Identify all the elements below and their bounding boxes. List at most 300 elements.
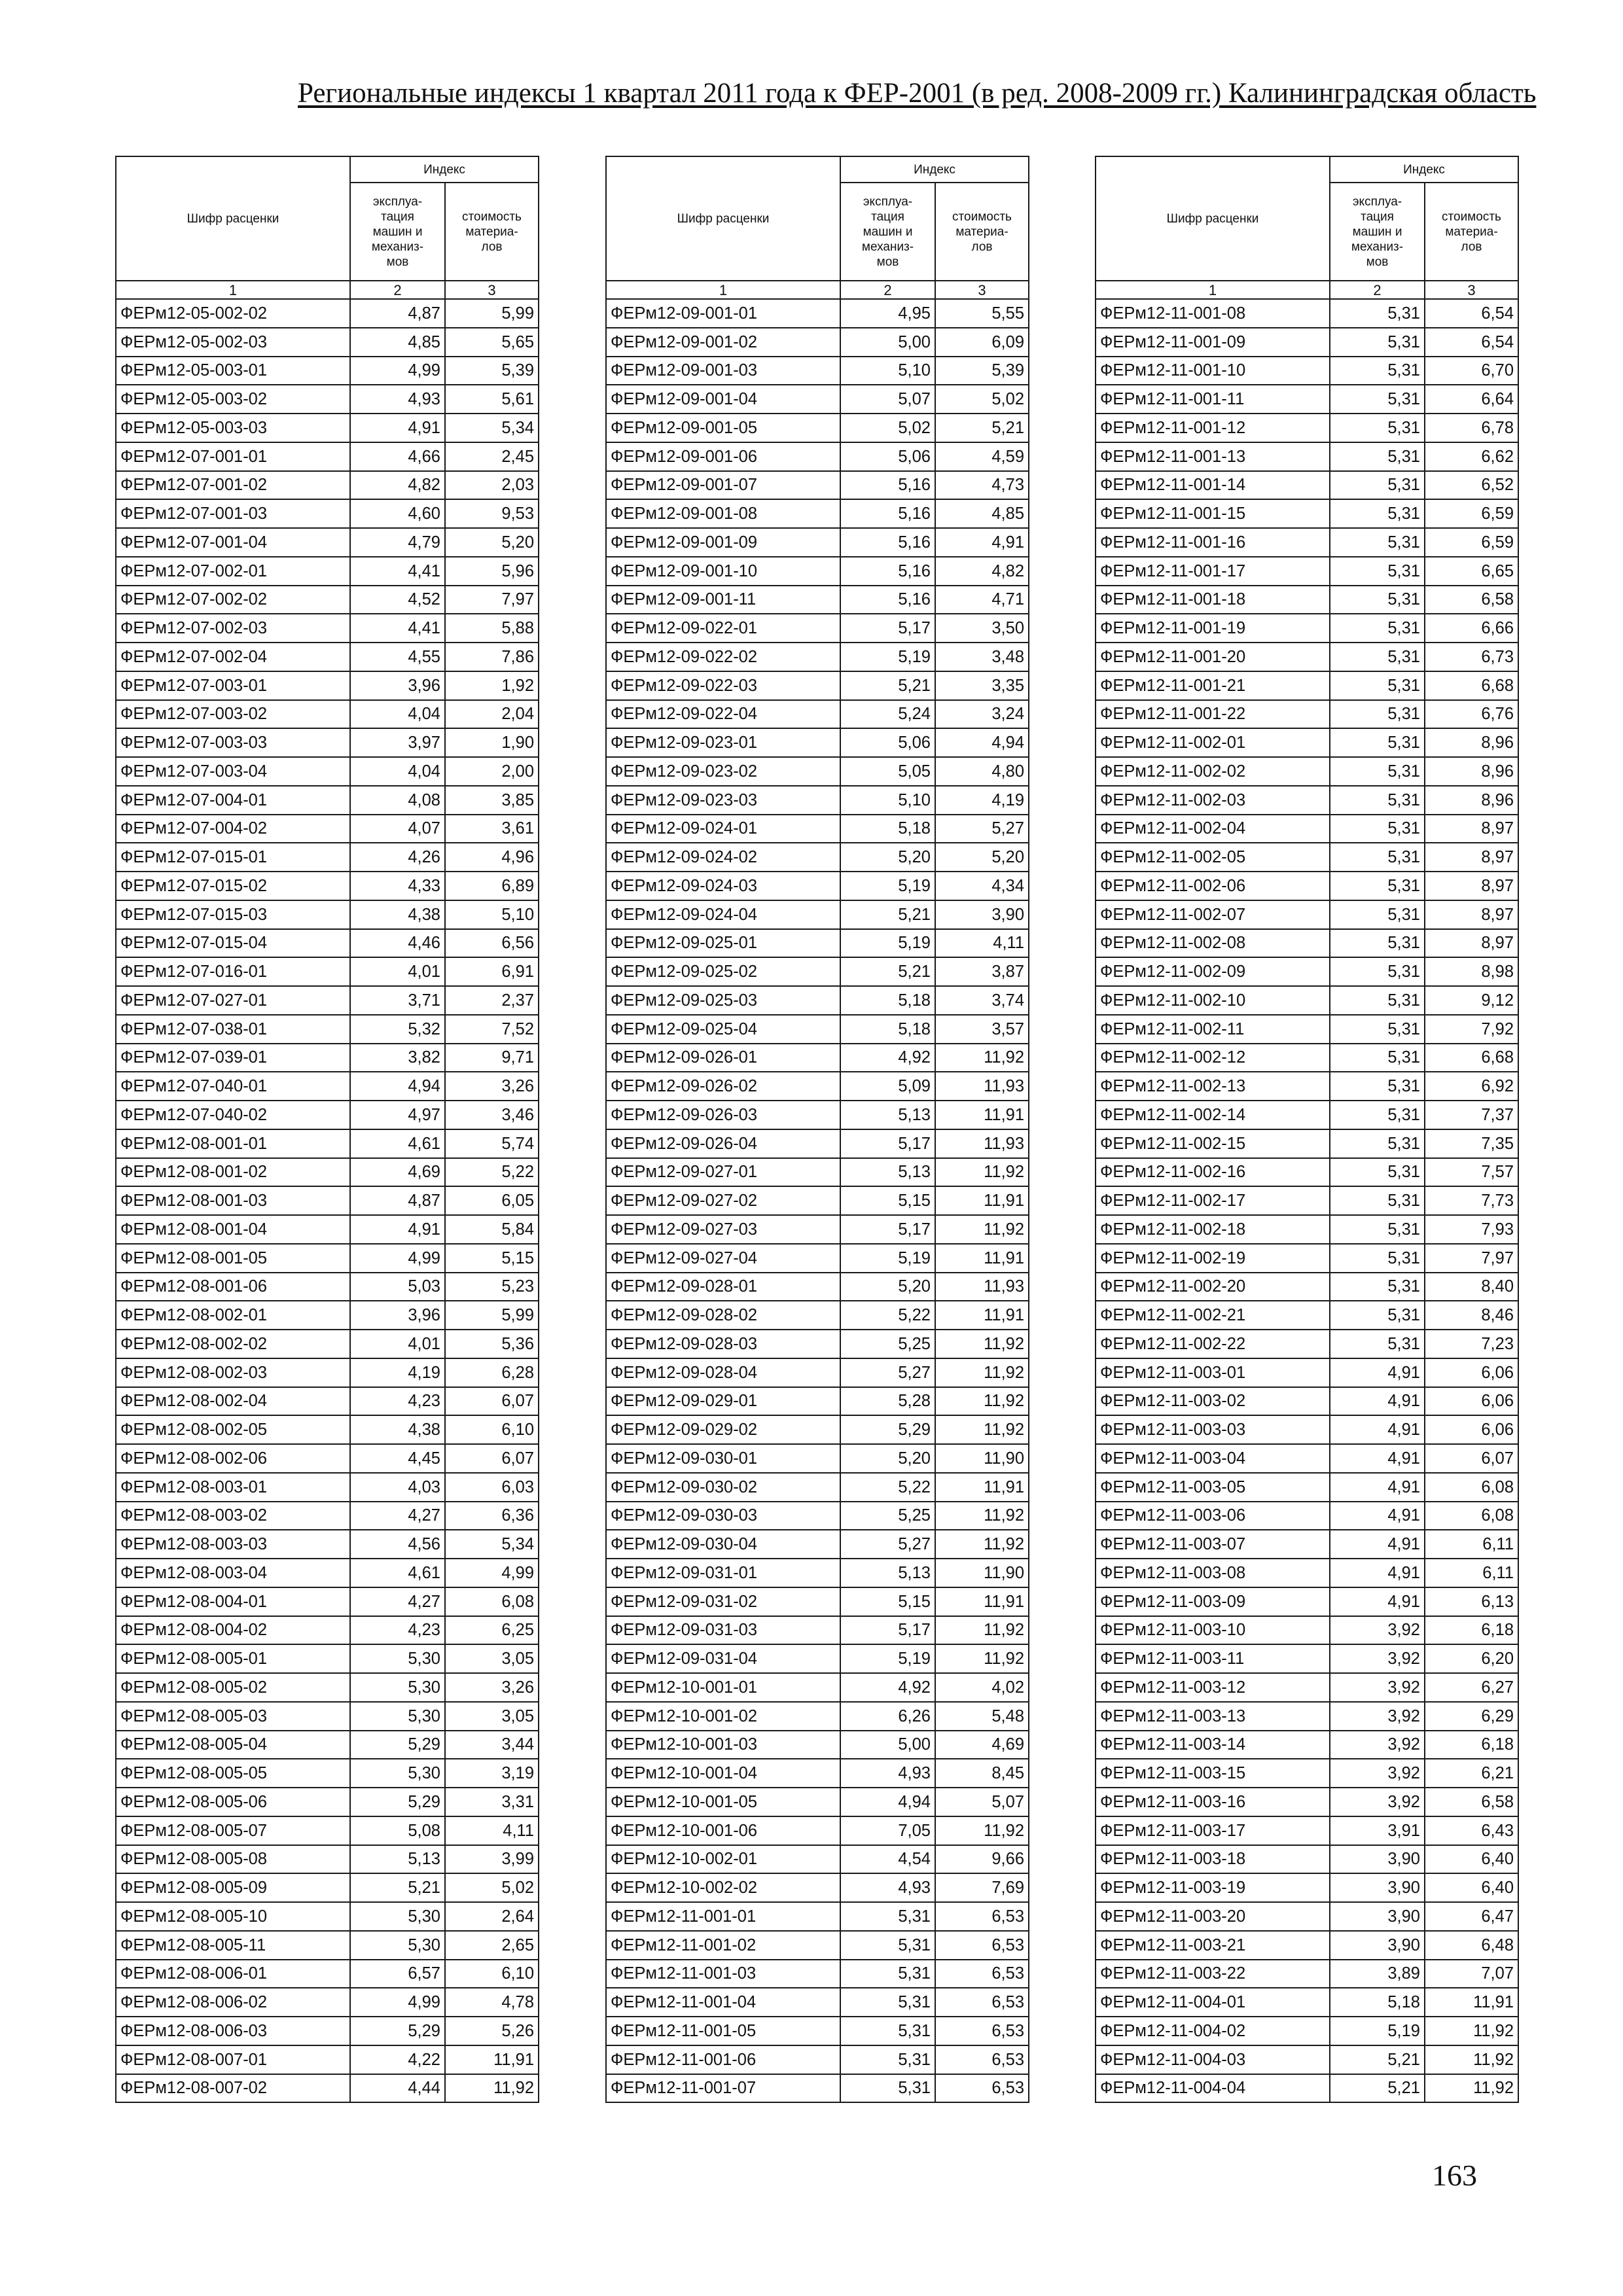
rate-code-cell: ФЕРм12-09-001-07 <box>606 471 840 500</box>
table-row <box>116 843 539 872</box>
table-row <box>116 357 539 385</box>
table-row <box>606 471 1029 500</box>
materials-index-cell: 11,92 <box>1425 2045 1518 2074</box>
materials-index-cell: 3,48 <box>935 643 1029 671</box>
materials-index-cell: 2,45 <box>445 442 539 471</box>
table-row <box>1096 643 1518 671</box>
rate-code-cell: ФЕРм12-07-040-02 <box>116 1101 350 1129</box>
materials-index-cell: 7,92 <box>1425 1015 1518 1044</box>
table-row <box>1096 1616 1518 1645</box>
rate-code-cell: ФЕРм12-09-031-04 <box>606 1644 840 1673</box>
machines-index-cell: 5,30 <box>350 1702 445 1731</box>
table-row <box>1096 1215 1518 1244</box>
materials-index-cell: 5,88 <box>445 614 539 643</box>
rate-code-cell: ФЕРм12-11-003-20 <box>1096 1902 1330 1931</box>
machines-index-cell: 4,91 <box>1330 1502 1425 1530</box>
table-row <box>116 1845 539 1874</box>
table-row <box>606 957 1029 986</box>
materials-index-cell: 2,65 <box>445 1931 539 1960</box>
rate-code-cell: ФЕРм12-11-001-17 <box>1096 557 1330 586</box>
header-code: Шифр расценки <box>1096 156 1330 281</box>
table-row <box>1096 357 1518 385</box>
rate-code-cell: ФЕРм12-05-002-03 <box>116 328 350 357</box>
materials-index-cell: 6,07 <box>445 1444 539 1473</box>
table-row <box>116 414 539 442</box>
rate-code-cell: ФЕРм12-11-002-16 <box>1096 1158 1330 1187</box>
table-row <box>116 1444 539 1473</box>
rate-code-cell: ФЕРм12-11-003-18 <box>1096 1845 1330 1874</box>
table-row <box>1096 1186 1518 1215</box>
table-row <box>116 528 539 557</box>
machines-index-cell: 5,16 <box>840 471 935 500</box>
column-number-3: 3 <box>1425 281 1518 299</box>
machines-index-cell: 3,92 <box>1330 1731 1425 1759</box>
table-row <box>116 786 539 815</box>
machines-index-cell: 4,93 <box>840 1759 935 1788</box>
materials-index-cell: 3,87 <box>935 957 1029 986</box>
machines-index-cell: 5,31 <box>1330 728 1425 757</box>
machines-index-cell: 4,69 <box>350 1158 445 1187</box>
rate-code-cell: ФЕРм12-08-001-01 <box>116 1129 350 1158</box>
materials-index-cell: 11,90 <box>935 1559 1029 1587</box>
machines-index-cell: 5,30 <box>350 1644 445 1673</box>
rate-code-cell: ФЕРм12-11-004-03 <box>1096 2045 1330 2074</box>
table-row <box>116 1702 539 1731</box>
materials-index-cell: 3,74 <box>935 986 1029 1015</box>
materials-index-cell: 3,57 <box>935 1015 1029 1044</box>
materials-index-cell: 6,58 <box>1425 586 1518 614</box>
table-row <box>606 1358 1029 1387</box>
machines-index-cell: 5,17 <box>840 1215 935 1244</box>
table-row <box>606 643 1029 671</box>
machines-index-cell: 5,21 <box>840 900 935 929</box>
machines-index-cell: 5,31 <box>840 1988 935 2017</box>
machines-index-cell: 4,82 <box>350 471 445 500</box>
machines-index-cell: 4,41 <box>350 614 445 643</box>
table-row <box>606 1244 1029 1273</box>
rate-code-cell: ФЕРм12-08-007-02 <box>116 2074 350 2103</box>
index-table-middle <box>605 156 1029 2103</box>
machines-index-cell: 4,01 <box>350 957 445 986</box>
materials-index-cell: 6,06 <box>1425 1358 1518 1387</box>
machines-index-cell: 5,31 <box>1330 900 1425 929</box>
table-header <box>116 156 539 299</box>
materials-index-cell: 5,20 <box>445 528 539 557</box>
table-row <box>606 557 1029 586</box>
machines-index-cell: 4,97 <box>350 1101 445 1129</box>
rate-code-cell: ФЕРм12-09-027-01 <box>606 1158 840 1187</box>
machines-index-cell: 5,31 <box>1330 872 1425 900</box>
machines-index-cell: 5,21 <box>1330 2074 1425 2103</box>
table-row <box>1096 900 1518 929</box>
table-row <box>1096 929 1518 958</box>
materials-index-cell: 7,52 <box>445 1015 539 1044</box>
machines-index-cell: 5,31 <box>1330 786 1425 815</box>
table-row <box>606 2045 1029 2074</box>
materials-index-cell: 8,97 <box>1425 929 1518 958</box>
rate-code-cell: ФЕРм12-08-005-01 <box>116 1644 350 1673</box>
materials-index-cell: 4,69 <box>935 1731 1029 1759</box>
materials-index-cell: 11,92 <box>1425 2017 1518 2045</box>
table-row <box>606 815 1029 843</box>
materials-index-cell: 11,92 <box>935 1044 1029 1072</box>
machines-index-cell: 4,66 <box>350 442 445 471</box>
materials-index-cell: 11,92 <box>935 1530 1029 1559</box>
materials-index-cell: 6,07 <box>1425 1444 1518 1473</box>
table-row <box>606 1644 1029 1673</box>
table-row <box>116 1158 539 1187</box>
machines-index-cell: 4,91 <box>350 414 445 442</box>
materials-index-cell: 6,54 <box>1425 328 1518 357</box>
materials-index-cell: 9,53 <box>445 499 539 528</box>
machines-index-cell: 5,31 <box>1330 328 1425 357</box>
rate-code-cell: ФЕРм12-11-001-01 <box>606 1902 840 1931</box>
table-header <box>1096 156 1518 299</box>
table-row <box>1096 843 1518 872</box>
machines-index-cell: 3,91 <box>1330 1816 1425 1845</box>
rate-code-cell: ФЕРм12-11-003-04 <box>1096 1444 1330 1473</box>
rate-code-cell: ФЕРм12-08-005-07 <box>116 1816 350 1845</box>
machines-index-cell: 5,15 <box>840 1587 935 1616</box>
rate-code-cell: ФЕРм12-07-015-02 <box>116 872 350 900</box>
machines-index-cell: 4,95 <box>840 299 935 328</box>
materials-index-cell: 3,46 <box>445 1101 539 1129</box>
table-row <box>116 1186 539 1215</box>
rate-code-cell: ФЕРм12-09-026-02 <box>606 1072 840 1101</box>
rate-code-cell: ФЕРм12-11-003-08 <box>1096 1559 1330 1587</box>
materials-index-cell: 6,52 <box>1425 471 1518 500</box>
materials-index-cell: 3,90 <box>935 900 1029 929</box>
rate-code-cell: ФЕРм12-11-003-09 <box>1096 1587 1330 1616</box>
machines-index-cell: 5,13 <box>840 1559 935 1587</box>
rate-code-cell: ФЕРм12-08-001-06 <box>116 1273 350 1301</box>
machines-index-cell: 4,91 <box>1330 1559 1425 1587</box>
table-row <box>1096 1873 1518 1902</box>
rate-code-cell: ФЕРм12-08-004-01 <box>116 1587 350 1616</box>
rate-code-cell: ФЕРм12-11-003-19 <box>1096 1873 1330 1902</box>
machines-index-cell: 7,05 <box>840 1816 935 1845</box>
machines-index-cell: 3,90 <box>1330 1931 1425 1960</box>
rate-code-cell: ФЕРм12-09-030-03 <box>606 1502 840 1530</box>
rate-code-cell: ФЕРм12-08-004-02 <box>116 1616 350 1645</box>
machines-index-cell: 5,31 <box>1330 442 1425 471</box>
materials-index-cell: 6,29 <box>1425 1702 1518 1731</box>
materials-index-cell: 6,73 <box>1425 643 1518 671</box>
table-row <box>116 1301 539 1330</box>
machines-index-cell: 5,31 <box>840 1931 935 1960</box>
materials-index-cell: 6,09 <box>935 328 1029 357</box>
table-row <box>116 900 539 929</box>
table-row <box>116 1960 539 1988</box>
materials-index-cell: 3,99 <box>445 1845 539 1874</box>
rate-code-cell: ФЕРм12-11-003-05 <box>1096 1473 1330 1502</box>
table-row <box>606 1616 1029 1645</box>
materials-index-cell: 6,06 <box>1425 1387 1518 1416</box>
table-row <box>116 728 539 757</box>
machines-index-cell: 4,91 <box>1330 1473 1425 1502</box>
materials-index-cell: 4,19 <box>935 786 1029 815</box>
page-number: 163 <box>1432 2159 1477 2192</box>
table-row <box>606 1731 1029 1759</box>
column-number-1: 1 <box>1096 281 1330 299</box>
rate-code-cell: ФЕРм12-09-031-01 <box>606 1559 840 1587</box>
materials-index-cell: 4,73 <box>935 471 1029 500</box>
table-row <box>1096 414 1518 442</box>
materials-index-cell: 6,70 <box>1425 357 1518 385</box>
machines-index-cell: 4,85 <box>350 328 445 357</box>
rate-code-cell: ФЕРм12-07-001-01 <box>116 442 350 471</box>
machines-index-cell: 5,31 <box>1330 1158 1425 1187</box>
rate-code-cell: ФЕРм12-10-001-04 <box>606 1759 840 1788</box>
rate-code-cell: ФЕРм12-11-001-09 <box>1096 328 1330 357</box>
table-row <box>606 1931 1029 1960</box>
machines-index-cell: 4,91 <box>1330 1444 1425 1473</box>
materials-index-cell: 4,59 <box>935 442 1029 471</box>
materials-index-cell: 7,93 <box>1425 1215 1518 1244</box>
table-row <box>116 2045 539 2074</box>
rate-code-cell: ФЕРм12-09-023-01 <box>606 728 840 757</box>
machines-index-cell: 4,87 <box>350 299 445 328</box>
materials-index-cell: 6,54 <box>1425 299 1518 328</box>
materials-index-cell: 8,46 <box>1425 1301 1518 1330</box>
machines-index-cell: 4,99 <box>350 1244 445 1273</box>
table-row <box>606 586 1029 614</box>
materials-index-cell: 6,53 <box>935 1931 1029 1960</box>
table-row <box>1096 1273 1518 1301</box>
machines-index-cell: 5,20 <box>840 843 935 872</box>
machines-index-cell: 4,38 <box>350 1415 445 1444</box>
table-row <box>606 700 1029 729</box>
rate-code-cell: ФЕРм12-09-028-01 <box>606 1273 840 1301</box>
materials-index-cell: 8,96 <box>1425 757 1518 786</box>
table-row <box>1096 1587 1518 1616</box>
table-row <box>116 1587 539 1616</box>
rate-code-cell: ФЕРм12-08-001-04 <box>116 1215 350 1244</box>
machines-index-cell: 5,07 <box>840 385 935 414</box>
materials-index-cell: 6,11 <box>1425 1559 1518 1587</box>
materials-index-cell: 6,18 <box>1425 1616 1518 1645</box>
machines-index-cell: 5,30 <box>350 1902 445 1931</box>
table-row <box>606 1530 1029 1559</box>
table-row <box>1096 1788 1518 1816</box>
table-row <box>116 385 539 414</box>
header-materials: стоимость материа- лов <box>935 183 1029 281</box>
materials-index-cell: 6,21 <box>1425 1759 1518 1788</box>
rate-code-cell: ФЕРм12-09-028-02 <box>606 1301 840 1330</box>
machines-index-cell: 5,31 <box>1330 986 1425 1015</box>
machines-index-cell: 5,31 <box>1330 643 1425 671</box>
rate-code-cell: ФЕРм12-10-001-03 <box>606 1731 840 1759</box>
table-row <box>1096 1502 1518 1530</box>
materials-index-cell: 8,96 <box>1425 786 1518 815</box>
machines-index-cell: 5,30 <box>350 1759 445 1788</box>
materials-index-cell: 6,13 <box>1425 1587 1518 1616</box>
table-row <box>606 1816 1029 1845</box>
rate-code-cell: ФЕРм12-08-005-03 <box>116 1702 350 1731</box>
materials-index-cell: 4,91 <box>935 528 1029 557</box>
rate-code-cell: ФЕРм12-07-038-01 <box>116 1015 350 1044</box>
rate-code-cell: ФЕРм12-11-001-04 <box>606 1988 840 2017</box>
table-row <box>116 1644 539 1673</box>
table-row <box>1096 557 1518 586</box>
table-row <box>606 299 1029 328</box>
rate-code-cell: ФЕРм12-09-001-08 <box>606 499 840 528</box>
table-row <box>116 929 539 958</box>
materials-index-cell: 5,61 <box>445 385 539 414</box>
table-row <box>116 671 539 700</box>
materials-index-cell: 3,26 <box>445 1072 539 1101</box>
rate-code-cell: ФЕРм12-11-002-02 <box>1096 757 1330 786</box>
machines-index-cell: 5,31 <box>1330 929 1425 958</box>
machines-index-cell: 5,30 <box>350 1673 445 1702</box>
table-row <box>1096 1931 1518 1960</box>
machines-index-cell: 4,91 <box>350 1215 445 1244</box>
machines-index-cell: 3,92 <box>1330 1788 1425 1816</box>
materials-index-cell: 6,43 <box>1425 1816 1518 1845</box>
materials-index-cell: 11,91 <box>935 1301 1029 1330</box>
rate-code-cell: ФЕРм12-08-005-11 <box>116 1931 350 1960</box>
machines-index-cell: 4,94 <box>350 1072 445 1101</box>
rate-code-cell: ФЕРм12-09-031-03 <box>606 1616 840 1645</box>
rate-code-cell: ФЕРм12-09-027-04 <box>606 1244 840 1273</box>
rate-code-cell: ФЕРм12-09-030-02 <box>606 1473 840 1502</box>
rate-code-cell: ФЕРм12-11-001-12 <box>1096 414 1330 442</box>
machines-index-cell: 3,92 <box>1330 1702 1425 1731</box>
materials-index-cell: 5,27 <box>935 815 1029 843</box>
table-row <box>1096 957 1518 986</box>
machines-index-cell: 5,31 <box>840 2017 935 2045</box>
table-row <box>1096 586 1518 614</box>
rate-code-cell: ФЕРм12-09-023-03 <box>606 786 840 815</box>
machines-index-cell: 5,29 <box>350 1731 445 1759</box>
materials-index-cell: 5,22 <box>445 1158 539 1187</box>
rate-code-cell: ФЕРм12-09-024-02 <box>606 843 840 872</box>
table-row <box>606 442 1029 471</box>
materials-index-cell: 4,71 <box>935 586 1029 614</box>
table-row <box>116 2074 539 2103</box>
rate-code-cell: ФЕРм12-11-003-15 <box>1096 1759 1330 1788</box>
rate-code-cell: ФЕРм12-07-003-02 <box>116 700 350 729</box>
index-table-left <box>115 156 539 2103</box>
materials-index-cell: 6,78 <box>1425 414 1518 442</box>
table-row <box>1096 1559 1518 1587</box>
table-row <box>606 499 1029 528</box>
machines-index-cell: 5,31 <box>840 1902 935 1931</box>
table-row <box>606 1273 1029 1301</box>
rate-code-cell: ФЕРм12-10-001-02 <box>606 1702 840 1731</box>
rate-code-cell: ФЕРм12-10-001-05 <box>606 1788 840 1816</box>
rate-code-cell: ФЕРм12-11-002-21 <box>1096 1301 1330 1330</box>
machines-index-cell: 3,92 <box>1330 1644 1425 1673</box>
materials-index-cell: 3,85 <box>445 786 539 815</box>
rate-code-cell: ФЕРм12-11-002-03 <box>1096 786 1330 815</box>
rate-code-cell: ФЕРм12-08-002-03 <box>116 1358 350 1387</box>
rate-code-cell: ФЕРм12-07-002-01 <box>116 557 350 586</box>
materials-index-cell: 5,96 <box>445 557 539 586</box>
machines-index-cell: 5,31 <box>840 2074 935 2103</box>
rate-code-cell: ФЕРм12-09-030-04 <box>606 1530 840 1559</box>
machines-index-cell: 4,55 <box>350 643 445 671</box>
machines-index-cell: 5,21 <box>1330 2045 1425 2074</box>
table-row <box>606 900 1029 929</box>
header-machines: эксплуа- тация машин и механиз- мов <box>1330 183 1425 281</box>
machines-index-cell: 5,03 <box>350 1273 445 1301</box>
materials-index-cell: 7,57 <box>1425 1158 1518 1187</box>
rate-code-cell: ФЕРм12-11-002-10 <box>1096 986 1330 1015</box>
rate-code-cell: ФЕРм12-11-002-09 <box>1096 957 1330 986</box>
materials-index-cell: 11,91 <box>935 1244 1029 1273</box>
machines-index-cell: 4,38 <box>350 900 445 929</box>
machines-index-cell: 5,15 <box>840 1186 935 1215</box>
machines-index-cell: 5,31 <box>1330 757 1425 786</box>
materials-index-cell: 6,53 <box>935 2017 1029 2045</box>
rate-code-cell: ФЕРм12-09-028-03 <box>606 1330 840 1358</box>
materials-index-cell: 11,91 <box>445 2045 539 2074</box>
table-row <box>606 1788 1029 1816</box>
materials-index-cell: 3,26 <box>445 1673 539 1702</box>
rate-code-cell: ФЕРм12-11-001-10 <box>1096 357 1330 385</box>
machines-index-cell: 3,90 <box>1330 1902 1425 1931</box>
machines-index-cell: 3,92 <box>1330 1759 1425 1788</box>
rate-code-cell: ФЕРм12-10-001-01 <box>606 1673 840 1702</box>
materials-index-cell: 5,84 <box>445 1215 539 1244</box>
table-row <box>116 1873 539 1902</box>
table-row <box>606 385 1029 414</box>
materials-index-cell: 7,97 <box>445 586 539 614</box>
materials-index-cell: 6,59 <box>1425 528 1518 557</box>
page-title: Региональные индексы 1 квартал 2011 года к ФЕР-2001 (в ред. 2008-2009 гг.) Калининградская область <box>298 78 1537 109</box>
machines-index-cell: 5,31 <box>1330 614 1425 643</box>
table-row <box>606 1902 1029 1931</box>
machines-index-cell: 5,00 <box>840 328 935 357</box>
materials-index-cell: 11,93 <box>935 1129 1029 1158</box>
machines-index-cell: 4,19 <box>350 1358 445 1387</box>
rate-code-cell: ФЕРм12-11-002-15 <box>1096 1129 1330 1158</box>
materials-index-cell: 6,58 <box>1425 1788 1518 1816</box>
table-row <box>1096 1244 1518 1273</box>
materials-index-cell: 4,94 <box>935 728 1029 757</box>
machines-index-cell: 5,31 <box>1330 843 1425 872</box>
materials-index-cell: 11,92 <box>935 1215 1029 1244</box>
machines-index-cell: 4,87 <box>350 1186 445 1215</box>
machines-index-cell: 5,31 <box>1330 1072 1425 1101</box>
machines-index-cell: 5,31 <box>1330 700 1425 729</box>
machines-index-cell: 5,29 <box>840 1415 935 1444</box>
materials-index-cell: 5,36 <box>445 1330 539 1358</box>
machines-index-cell: 4,45 <box>350 1444 445 1473</box>
rate-code-cell: ФЕРм12-11-001-14 <box>1096 471 1330 500</box>
machines-index-cell: 4,07 <box>350 815 445 843</box>
machines-index-cell: 5,19 <box>840 1244 935 1273</box>
machines-index-cell: 4,04 <box>350 700 445 729</box>
machines-index-cell: 4,92 <box>840 1673 935 1702</box>
machines-index-cell: 5,20 <box>840 1273 935 1301</box>
rate-code-cell: ФЕРм12-09-001-02 <box>606 328 840 357</box>
materials-index-cell: 6,18 <box>1425 1731 1518 1759</box>
rate-code-cell: ФЕРм12-08-001-02 <box>116 1158 350 1187</box>
table-row <box>116 1931 539 1960</box>
materials-index-cell: 5,48 <box>935 1702 1029 1731</box>
materials-index-cell: 6,25 <box>445 1616 539 1645</box>
materials-index-cell: 6,66 <box>1425 614 1518 643</box>
rate-code-cell: ФЕРм12-08-003-04 <box>116 1559 350 1587</box>
rate-code-cell: ФЕРм12-07-039-01 <box>116 1044 350 1072</box>
table-row <box>1096 1702 1518 1731</box>
machines-index-cell: 5,31 <box>1330 357 1425 385</box>
table-row <box>116 471 539 500</box>
table-body <box>606 299 1029 2102</box>
materials-index-cell: 7,73 <box>1425 1186 1518 1215</box>
